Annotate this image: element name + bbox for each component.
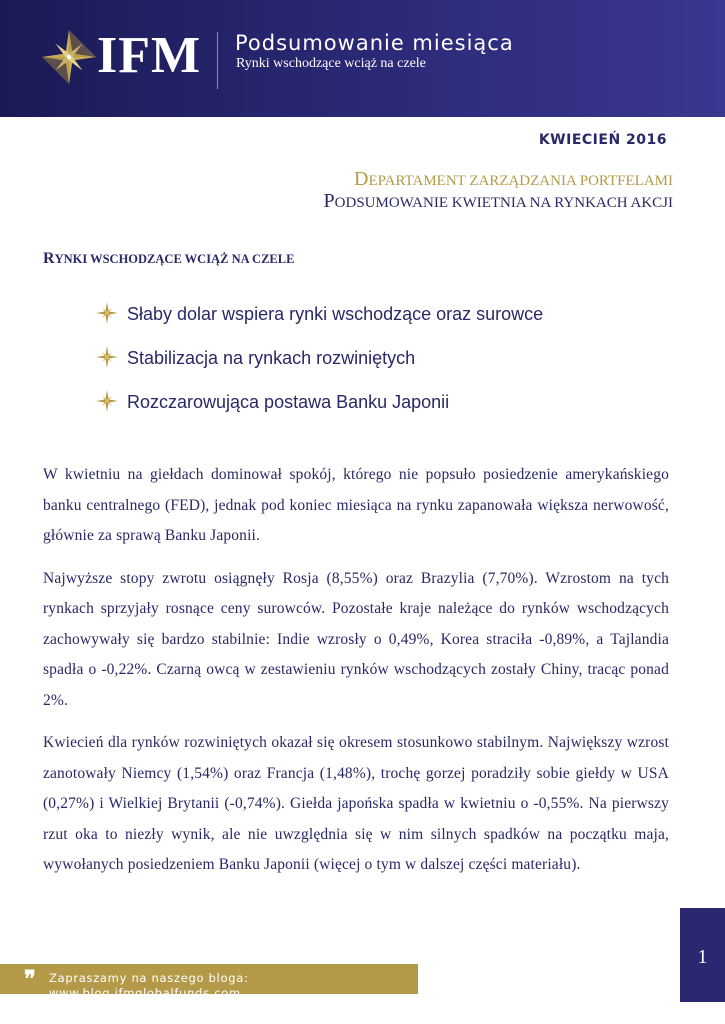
- footer-banner: [0, 964, 418, 1000]
- section-heading: [43, 250, 294, 268]
- star-bullet-icon: [96, 302, 118, 324]
- summary-title: [324, 190, 673, 214]
- star-bullet-icon: [96, 346, 118, 368]
- department-rest: EPARTAMENT ZARZĄDZANIA PORTFELAMI: [368, 173, 673, 189]
- section-heading-initial: R: [43, 250, 55, 267]
- summary-initial: P: [323, 190, 335, 212]
- header-title: Podsumowanie miesiąca: [235, 31, 514, 55]
- star-bullet-icon: [96, 390, 118, 412]
- quote-icon: ❞: [24, 966, 36, 992]
- bullet-text: Rozczarowująca postawa Banku Japonii: [127, 392, 450, 412]
- report-date: KWIECIEŃ 2016: [538, 132, 667, 148]
- body-text: [43, 460, 669, 893]
- header-banner: [0, 0, 725, 117]
- bullet-text: Stabilizacja na rynkach rozwiniętych: [127, 348, 416, 368]
- compass-star-icon: [42, 30, 96, 84]
- blog-link[interactable]: Zapraszamy na naszego bloga: www.blog.ifmglobalfunds.com: [49, 971, 249, 1000]
- summary-rest: ODSUMOWANIE KWIETNIA NA RYNKACH AKCJI: [334, 195, 673, 211]
- department-title: [354, 168, 673, 192]
- paragraph: W kwietniu na giełdach dominował spokój, którego nie popsuło posiedzenie amerykańskiego banku centralnego (FED), jednak pod koniec miesiąca na rynku zapanowała większa nerwowość, głównie za sprawą Banku Japonii.: [43, 466, 669, 544]
- page-number-box: [680, 908, 725, 1002]
- section-heading-rest: YNKI WSCHODZĄCE WCIĄŻ NA CZELE: [54, 252, 295, 266]
- header-subtitle: Rynki wschodzące wciąż na czele: [236, 56, 426, 71]
- logo-text: IFM: [97, 27, 202, 84]
- paragraph: Najwyższe stopy zwrotu osiągnęły Rosja (8,55%) oraz Brazylia (7,70%). Wzrostom na tych rynkach sprzyjały rosnące ceny surowców. Pozostałe kraje należące do rynków wschodzących zachowywały się bardzo stabilnie: Indie wzrosły o 0,49%, Korea straciła -0,89%, a Tajlandia spadła o -0,22%. Czarną owcą w zestawieniu rynków wschodzących zostały Chiny, tracąc ponad 2%.: [43, 569, 669, 709]
- header-divider: [217, 32, 218, 89]
- bullet-text: Słaby dolar wspiera rynki wschodzące oraz surowce: [127, 304, 544, 324]
- paragraph: Kwiecień dla rynków rozwiniętych okazał się okresem stosunkowo stabilnym. Największy wzrost zanotowały Niemcy (1,54%) oraz Francja (1,48%), trochę gorzej poradziły sobie giełdy w USA (0,27%) i Wielkiej Brytanii (-0,74%). Giełda japońska spadła w kwietniu o -0,55%. Na pierwszy rzut oka to niezły wynik, ale nie uwzględnia się w nim silnych spadków na początku maja, wywołanych posiedzeniem Banku Japonii (więcej o tym w dalszej części materiału).: [43, 734, 669, 873]
- page-number: 1: [697, 946, 708, 968]
- department-initial: D: [354, 168, 369, 190]
